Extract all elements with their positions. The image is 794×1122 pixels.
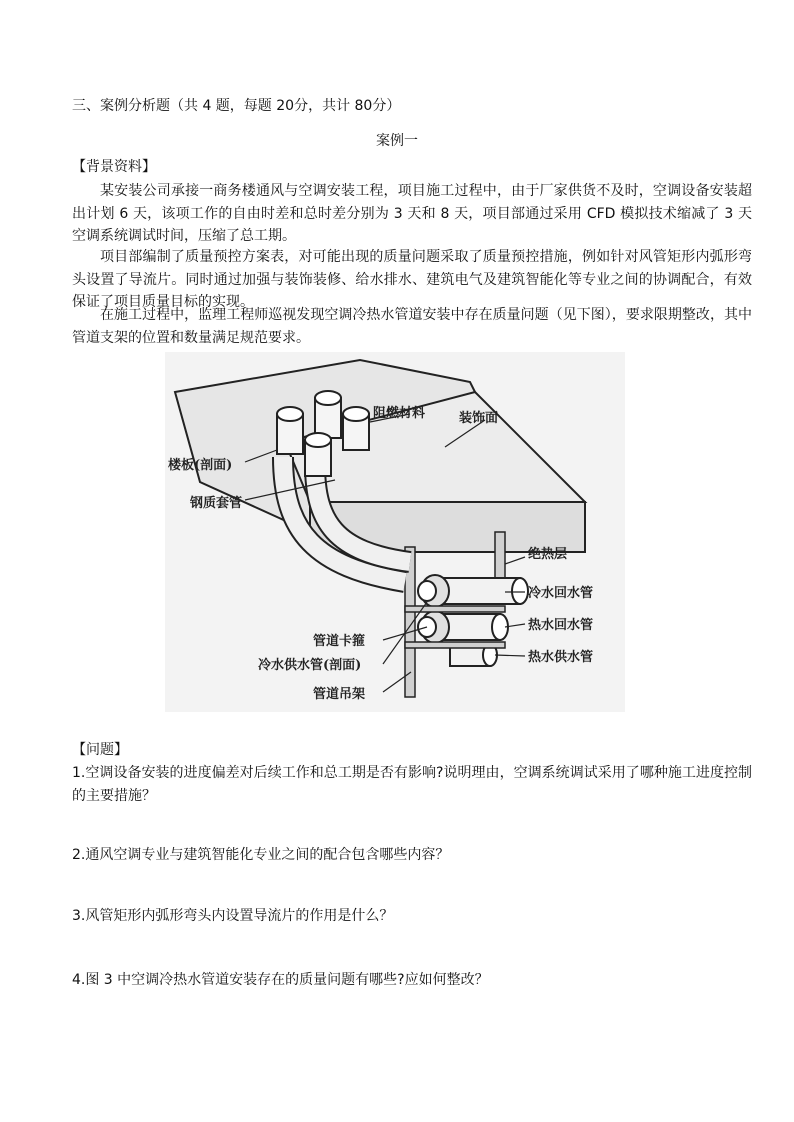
- question-1: 1.空调设备安装的进度偏差对后续工作和总工期是否有影响?说明理由，空调系统调试采用了哪种施工进度控制的主要措施？: [72, 765, 752, 804]
- label-pipe-clamp: 管道卡箍: [313, 634, 366, 649]
- pipe-diagram: [165, 352, 625, 712]
- label-hot-return: 热水回水管: [528, 618, 594, 633]
- label-pipe-hanger: 管道吊架: [313, 687, 366, 702]
- label-floor-slab: 楼板(剖面): [168, 458, 233, 473]
- case-title: 案例一: [376, 133, 418, 149]
- label-chilled-return: 冷水回水管: [528, 586, 594, 601]
- questions-heading: 【问题】: [72, 742, 128, 758]
- label-hot-supply: 热水供水管: [528, 650, 594, 665]
- background-paragraph-1: 某安装公司承接一商务楼通风与空调安装工程，项目施工过程中，由于厂家供货不及时，空调设备安装超出计划 6 天，该项工作的自由时差和总时差分别为 3 天和 8 天，项目部通过采用 CFD 模拟技术缩减了 3 天空调系统调试时间，压缩了总工期。: [72, 183, 752, 244]
- background-heading: 【背景资料】: [72, 159, 156, 175]
- background-paragraph-2: 项目部编制了质量预控方案表，对可能出现的质量问题采取了质量预控措施，例如针对风管矩形内弧形弯头设置了导流片。同时通过加强与装饰装修、给水排水、建筑电气及建筑智能化等专业之间的协调配合，有效保证了项目质量目标的实现。: [72, 249, 752, 310]
- background-paragraph-3: 在施工过程中，监理工程师巡视发现空调冷热水管道安装中存在质量问题（见下图），要求限期整改，其中管道支架的位置和数量满足规范要求。: [72, 307, 752, 346]
- section-heading: 三、案例分析题（共 4 题，每题 20分，共计 80分）: [72, 98, 401, 114]
- pipe-installation-figure: [165, 352, 625, 712]
- question-4: 4.图 3 中空调冷热水管道安装存在的质量问题有哪些?应如何整改？: [72, 972, 489, 988]
- question-3: 3.风管矩形内弧形弯头内设置导流片的作用是什么？: [72, 908, 394, 924]
- label-insulation: 绝热层: [528, 547, 568, 562]
- label-chilled-supply: 冷水供水管(剖面): [258, 658, 362, 673]
- label-decor-surface: 装饰面: [459, 411, 499, 426]
- label-steel-sleeve: 钢质套管: [190, 496, 243, 511]
- hanger-crossbar-2: [405, 642, 505, 648]
- question-2: 2.通风空调专业与建筑智能化专业之间的配合包含哪些内容？: [72, 847, 450, 863]
- label-fire-material: 阻燃材料: [373, 406, 426, 421]
